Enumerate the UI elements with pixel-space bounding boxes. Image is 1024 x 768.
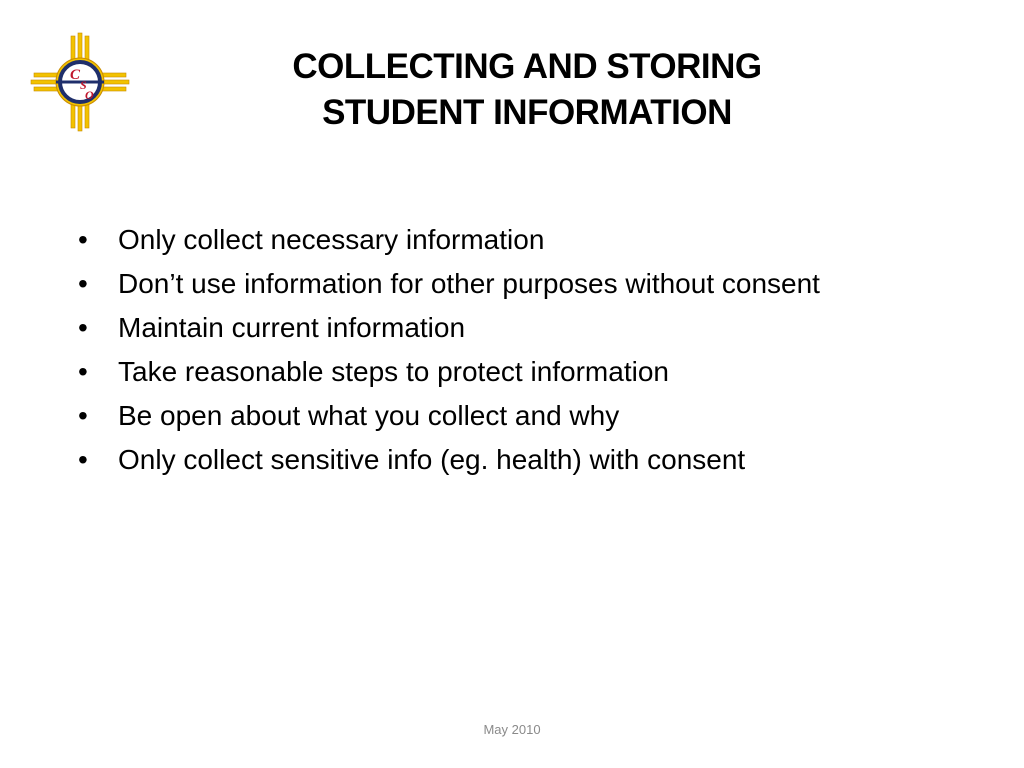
bullet-text: Take reasonable steps to protect information — [118, 356, 669, 387]
slide-footer-date: May 2010 — [483, 722, 541, 737]
bullet-item — [74, 442, 954, 478]
bullet-item — [74, 398, 954, 434]
bullet-text: Only collect necessary information — [118, 224, 545, 255]
bullet-text: Be open about what you collect and why — [118, 400, 620, 431]
bullet-text: Only collect sensitive info (eg. health) with consent — [118, 444, 746, 475]
bullet-item — [74, 354, 954, 390]
bullet-item — [74, 222, 954, 258]
bullet-dot-icon: • — [78, 224, 88, 255]
bullet-dot-icon: • — [78, 356, 88, 387]
bullet-text: Don’t use information for other purposes without consent — [118, 268, 820, 299]
zia-sun-logo-icon — [30, 32, 130, 132]
logo-letter-c: C — [70, 67, 81, 83]
slide-title — [180, 44, 874, 136]
bullet-dot-icon: • — [78, 312, 88, 343]
bullet-dot-icon: • — [78, 400, 88, 431]
bullet-text: Maintain current information — [118, 312, 466, 343]
logo-letter-s: S — [80, 78, 87, 92]
bullet-item — [74, 310, 954, 346]
bullet-dot-icon: • — [78, 268, 88, 299]
logo-letter-o: O — [85, 88, 94, 102]
bullet-list — [74, 222, 954, 486]
slide-title-line-1: COLLECTING AND STORING — [292, 47, 762, 86]
bullet-dot-icon: • — [78, 444, 88, 475]
bullet-item — [74, 266, 954, 302]
slide-title-line-2: STUDENT INFORMATION — [322, 93, 732, 132]
